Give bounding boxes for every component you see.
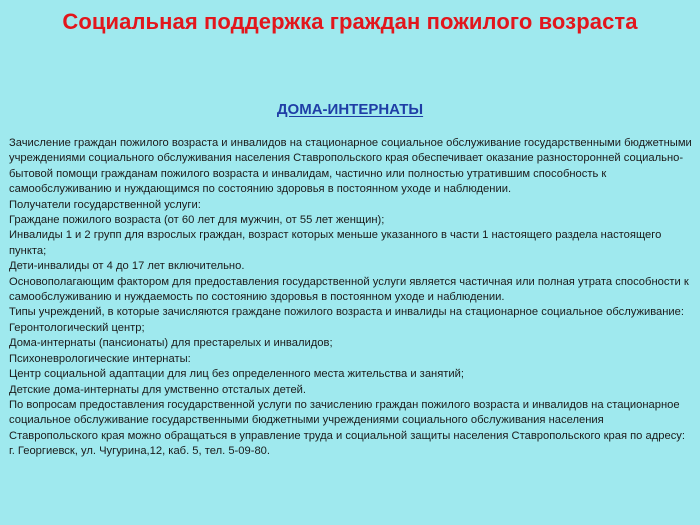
subtitle-text: ДОМА-ИНТЕРНАТЫ [276,101,424,118]
paragraph-type-adaptation-center: Центр социальной адаптации для лиц без определенного места жительства и занятий; [9,368,465,381]
slide-title: Социальная поддержка граждан пожилого возраста [62,9,638,34]
paragraph-basis: Основополагающим фактором для предоставления государственной услуги является частичная или полная утрата способности к самообслуживанию и нуждаемость по состоянию здоровья в постоянном уходе и наблюдении. [9,275,689,304]
slide-subtitle [0,93,700,121]
paragraph-intro: Зачисление граждан пожилого возраста и инвалидов на стационарное социальное обслуживание государственными бюджетными учреждениями социального обслуживания населения Ставропольского края обеспечивает оказание разносторонней социально-бытовой помощи гражданам пожилого возраста и инвалидам, частично или полностью утратившим способность к самообслуживанию и нуждающимся по состоянию здоровья в постоянном уходе и наблюдении. [9,137,692,196]
paragraph-recipient-elderly: Граждане пожилого возраста (от 60 лет для мужчин, от 55 лет женщин); [9,214,385,227]
paragraph-contacts: По вопросам предоставления государственной услуги по зачислению граждан пожилого возраста и инвалидов на стационарное социальное обслуживание государственными бюджетными учреждениями социального обслуживания населения Ставропольского края можно обращаться в управление труда и социальной защиты населения Ставропольского края по адресу: г. Георгиевск, ул. Чугурина,12, каб. 5, тел. 5-09-80. [9,398,685,458]
paragraph-recipient-children: Дети-инвалиды от 4 до 17 лет включительно. [9,260,245,273]
paragraph-type-psychoneuro: Психоневрологические интернаты: [9,352,191,365]
paragraph-recipient-disabled: Инвалиды 1 и 2 групп для взрослых граждан, возраст которых меньше указанного в части 1 настоящего раздела настоящего пункта; [9,229,662,257]
paragraph-recipients-heading: Получатели государственной услуги: [9,198,201,211]
paragraph-institution-types: Типы учреждений, в которые зачисляются граждане пожилого возраста и инвалиды на стационарное социальное обслуживание: [9,306,685,319]
paragraph-type-boarding-homes: Дома-интернаты (пансионаты) для престарелых и инвалидов; [9,337,333,350]
paragraph-type-gerontology: Геронтологический центр; [9,321,145,334]
body-text [9,136,693,460]
paragraph-type-children-homes: Детские дома-интернаты для умственно отсталых детей. [9,383,307,396]
